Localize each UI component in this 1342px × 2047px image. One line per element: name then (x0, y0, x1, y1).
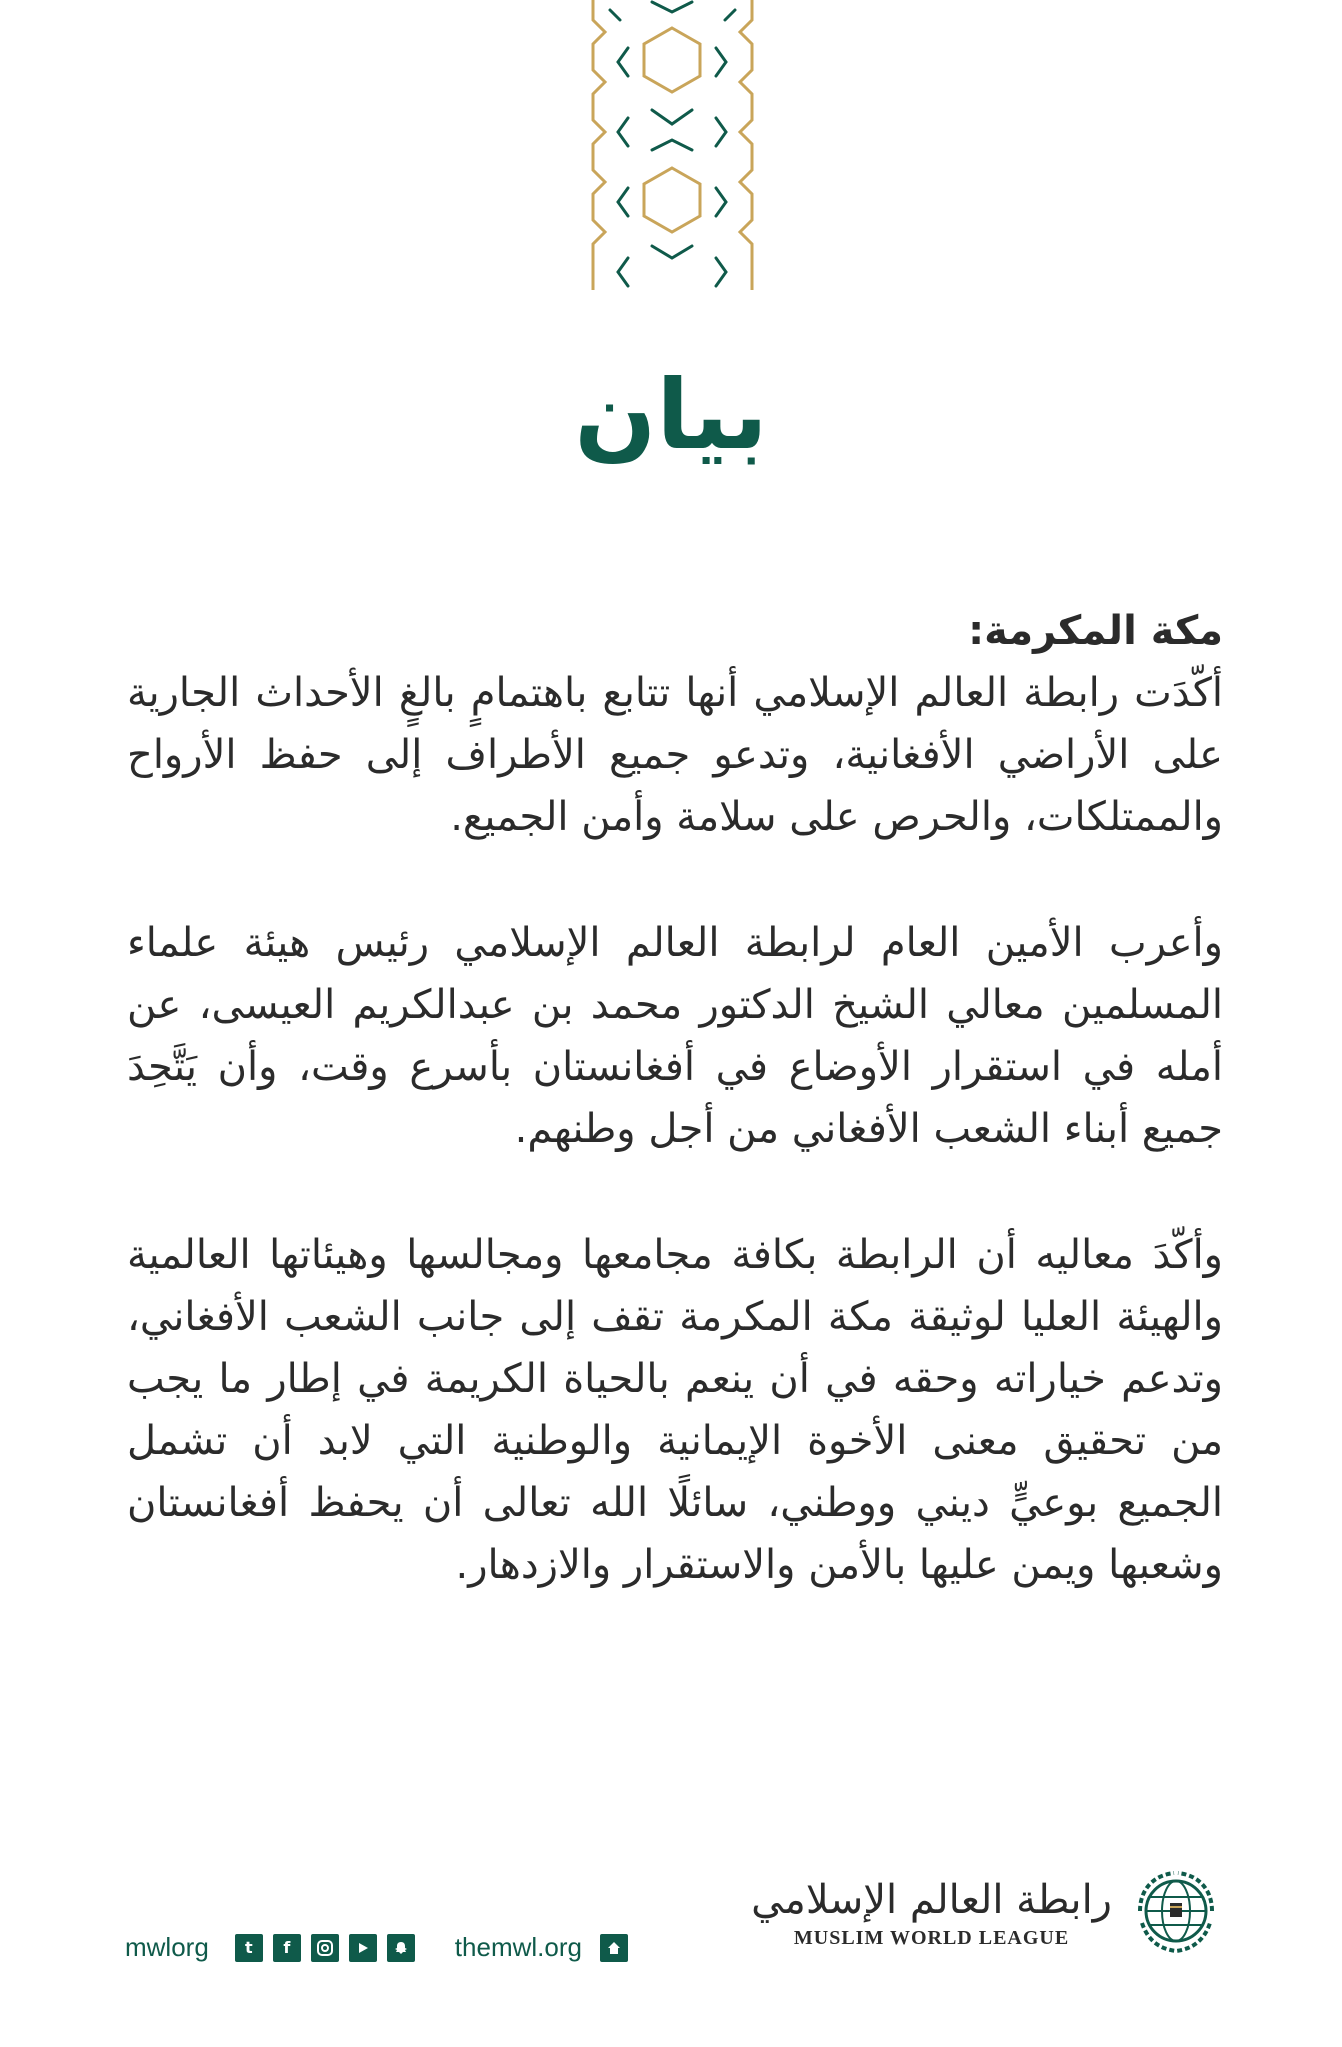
instagram-icon[interactable] (311, 1934, 339, 1962)
facebook-icon[interactable]: f (273, 1934, 301, 1962)
mwl-logo (751, 1865, 1222, 1957)
paragraph-2: وأعرب الأمين العام لرابطة العالم الإسلامي رئيس هيئة علماء المسلمين معالي الشيخ الدكتور محمد بن عبدالكريم العيسى، عن أمله في استقرار الأوضاع في أفغانستان بأسرع وقت، وأن يَتَّحِدَ جميع أبناء الشعب الأفغاني من أجل وطنهم. (127, 920, 1223, 1152)
twitter-icon[interactable]: t (235, 1934, 263, 1962)
mwl-emblem-icon (1130, 1865, 1222, 1957)
footer (0, 1855, 1342, 1975)
youtube-icon[interactable] (349, 1934, 377, 1962)
website-link[interactable]: themwl.org (454, 1932, 582, 1962)
logo-arabic-text: رابطة العالم الإسلامي (751, 1876, 1112, 1923)
social-handle[interactable]: mwlorg (125, 1932, 209, 1962)
logo-english-text: MUSLIM WORLD LEAGUE (793, 1926, 1070, 1949)
social-links (125, 1932, 628, 1963)
decorative-pattern (590, 0, 755, 290)
dateline: مكة المكرمة: (968, 608, 1223, 654)
home-icon[interactable] (600, 1934, 628, 1962)
statement-body (127, 600, 1223, 1660)
paragraph-3: وأكّدَ معاليه أن الرابطة بكافة مجامعها ومجالسها وهيئاتها العالمية والهيئة العليا لوثيقة مكة المكرمة تقف إلى جانب الشعب الأفغاني، وتدعم خياراته وحقه في أن ينعم بالحياة الكريمة في إطار ما يجب من تحقيق معنى الأخوة الإيمانية والوطنية التي لابد أن تشمل الجميع بوعيٍّ ديني ووطني، سائلًا الله تعالى أن يحفظ أفغانستان وشعبها ويمن عليها بالأمن والاستقرار والازدهار. (127, 1232, 1223, 1588)
page-title: بيان (574, 359, 768, 471)
paragraph-1: أكّدَت رابطة العالم الإسلامي أنها تتابع باهتمامٍ بالغٍ الأحداث الجارية على الأراضي الأفغانية، وتدعو جميع الأطراف إلى حفظ الأرواح والممتلكات، والحرص على سلامة وأمن الجميع. (127, 670, 1223, 840)
snapchat-icon[interactable] (387, 1934, 415, 1962)
